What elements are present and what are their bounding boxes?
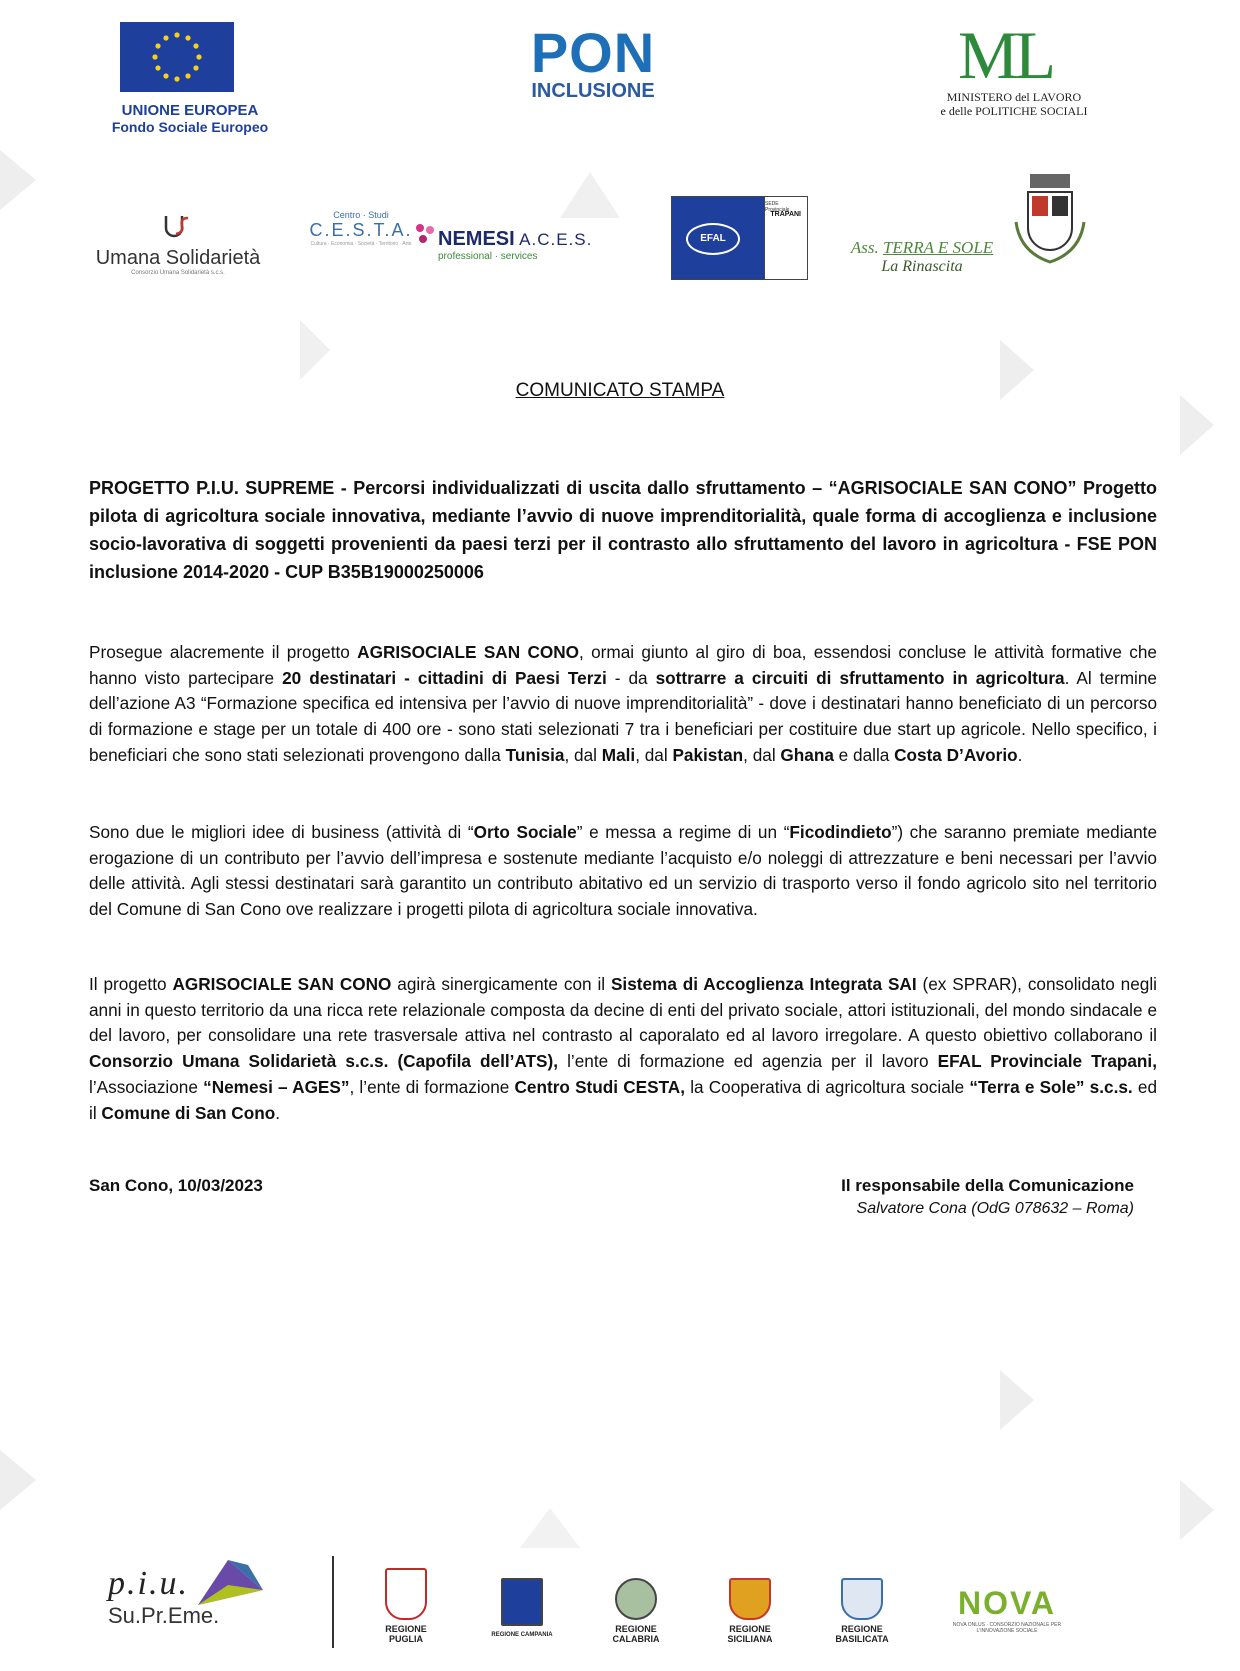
text-run: ed il (89, 1076, 1157, 1123)
region-campania-logo (482, 1578, 562, 1640)
region-siciliana-line2: SICILIANA (727, 1634, 773, 1644)
bold-text-run: Ficodindieto (789, 822, 892, 842)
decor-triangle (520, 1508, 580, 1548)
region-calabria-logo (596, 1578, 676, 1644)
decor-triangle (1000, 340, 1034, 400)
text-run: (ex SPRAR), consolidato negli anni in questo territorio da una ricca rete relazionale composta da decine di enti del privato sociale, attori istituzionali, del mondo sindacale e del lavoro, per consolidare una rete trasversale attiva nel contrasto al caporalato ed al lavoro irregolare. A questo obiettivo collaborano il (89, 974, 1157, 1046)
text-run: , l’ente di formazione (349, 1076, 515, 1097)
text-run: . (1017, 744, 1023, 765)
bold-text-run: Sistema di Accoglienza Integrata SAI (610, 974, 917, 994)
pon-inclusione-logo (518, 21, 668, 102)
bold-text-run: Tunisia (505, 744, 565, 765)
nova-name: NOVA (957, 1585, 1057, 1621)
text-run: Il progetto (89, 974, 173, 994)
efal-side-line1: SEDE Provinciale (765, 201, 790, 213)
decor-triangle (560, 172, 620, 218)
text-run: , dal (635, 744, 673, 765)
text-run: ” e messa a regime di un “ (576, 822, 790, 842)
pon-logo-subtext: INCLUSIONE (531, 80, 655, 102)
cesta-logo (306, 210, 416, 247)
comune-crest-logo (1010, 172, 1090, 270)
text-run: l’Associazione (89, 1076, 204, 1097)
aces-name: A.C.E.S. (519, 230, 593, 249)
ministero-name-line1: MINISTERO del LAVORO (946, 90, 1082, 104)
nemesi-subtitle: professional · services (438, 251, 538, 262)
pon-logo-text: PON (530, 21, 656, 84)
signature-block (826, 1176, 1134, 1222)
efal-name: EFAL (686, 223, 740, 255)
bold-text-run: AGRISOCIALE SAN CONO (172, 974, 392, 994)
region-calabria-line1: REGIONE (615, 1624, 657, 1634)
nova-logo (942, 1585, 1072, 1634)
bold-text-run: Costa D’Avorio (894, 744, 1018, 765)
text-run: . Al termine dell’azione A3 “Formazione specifica ed intensiva per l’avvio di nuove imprenditorialità” - dove i destinatari hanno beneficiato di un percorso di formazione e stage per un totale di 400 ore - sono stati selezionati 7 tra i beneficiari per costituire due start up agricole. Nello specifico, i beneficiari che sono stati selezionati provengono dalla (89, 667, 1157, 765)
nova-subtitle: NOVA ONLUS · CONSORZIO NAZIONALE PER L'INNOVAZIONE SOCIALE (952, 1622, 1062, 1634)
text-run: e dalla (833, 744, 895, 765)
ministero-name-line2: e delle POLITICHE SOCIALI (940, 104, 1088, 118)
text-run: la Cooperativa di agricoltura sociale (685, 1076, 970, 1097)
bold-text-run: EFAL Provinciale Trapani, (937, 1051, 1157, 1072)
cesta-subtitle: Cultura · Economia · Società · Territorio · Arte (310, 241, 412, 247)
umana-solidarieta-logo (88, 212, 268, 276)
bold-text-run: “Terra e Sole” s.c.s. (969, 1076, 1133, 1097)
region-basilicata-logo (822, 1578, 902, 1644)
umana-subtitle: Consorzio Umana Solidarietà s.c.s. (131, 270, 225, 276)
decor-triangle (1000, 1370, 1034, 1430)
terra-e-sole-logo (836, 238, 1008, 276)
decor-triangle (0, 150, 36, 210)
text-run: Sono due le migliori idee di business (attività di “ (89, 822, 474, 842)
text-run: ”) che saranno premiate mediante erogazione di un contributo per l’avvio dell’impresa e sostenute mediante l’acquisto e/o noleggi di attrezzature e beni necessari per l’avvio delle attività. Agli stessi destinatari sarà garantito un contributo abitativo ed un servizio di trasporto verso il fondo agricolo sito nel territorio del Comune di San Cono ove realizzare i progetti pilota di agricoltura sociale innovativa. (89, 822, 1157, 920)
bold-text-run: AGRISOCIALE SAN CONO (357, 642, 580, 662)
bold-text-run: Orto Sociale (473, 822, 577, 842)
bold-text-run: Centro Studi CESTA, (514, 1076, 685, 1097)
efal-side-line2: TRAPANI (770, 211, 801, 218)
eu-fund: Fondo Sociale Europeo (111, 119, 269, 135)
signature-name: Salvatore Cona (OdG 078632 – Roma) (856, 1200, 1134, 1217)
umana-symbol-icon (158, 212, 198, 242)
cesta-name: C.E.S.T.A. (309, 220, 413, 240)
efal-logo (671, 196, 808, 280)
place-date: San Cono, 10/03/2023 (89, 1176, 263, 1195)
text-run: , dal (743, 744, 781, 765)
eu-flag-logo (120, 22, 234, 92)
bold-text-run: “Nemesi – AGES” (203, 1076, 350, 1097)
piu-supreme-logo (108, 1565, 258, 1629)
calabria-emblem-icon (615, 1578, 657, 1620)
cesta-top-text: Centro · Studi (333, 210, 389, 220)
puglia-shield-icon (385, 1568, 427, 1620)
page-title: COMUNICATO STAMPA (515, 380, 725, 401)
bold-text-run: Pakistan (672, 744, 744, 765)
bold-text-run: Ghana (780, 744, 834, 765)
footer-divider (332, 1556, 334, 1648)
body-paragraph-2 (89, 820, 1157, 923)
region-basilicata-line2: BASILICATA (835, 1634, 889, 1644)
text-run: , ormai giunto al giro di boa, essendosi concluse le attività formative che hanno visto partecipare (89, 642, 1157, 688)
ministero-monogram: ML (958, 17, 1052, 93)
region-puglia-logo (366, 1568, 446, 1644)
decor-triangle (1180, 395, 1214, 455)
terra-name: TERRA E SOLE (882, 238, 994, 257)
piu-logo-subtext: Su.Pr.Eme. (108, 1603, 220, 1628)
region-puglia-line1: REGIONE (385, 1624, 427, 1634)
bold-text-run: 20 destinatari - cittadini di Paesi Terzi (282, 667, 607, 688)
region-puglia-line2: PUGLIA (388, 1634, 423, 1644)
text-run: , dal (564, 744, 602, 765)
eu-name: UNIONE EUROPEA (121, 102, 259, 119)
nemesi-aces-logo (438, 228, 648, 262)
text-run: l’ente di formazione ed agenzia per il lavoro (558, 1051, 938, 1072)
decor-triangle (0, 1450, 36, 1510)
decor-triangle (1180, 1480, 1214, 1540)
region-siciliana-line1: REGIONE (729, 1624, 771, 1634)
piu-triangle-icon (188, 1555, 268, 1615)
text-run: - da (606, 667, 656, 688)
project-heading: PROGETTO P.I.U. SUPREME - Percorsi individualizzati di uscita dallo sfruttamento – “AGRISOCIALE SAN CONO” Progetto pilota di agricoltura sociale innovativa, mediante l’avvio di nuove imprenditorialità, quale forma di accoglienza e inclusione socio-lavorativa di soggetti provenienti da paesi terzi per il contrasto allo sfruttamento del lavoro in agricoltura - FSE PON inclusione 2014-2020 - CUP B35B19000250006 (89, 478, 1157, 582)
ministero-lavoro-logo (900, 17, 1110, 118)
eu-logo-text (100, 102, 280, 136)
nemesi-dots-icon (414, 222, 438, 246)
region-campania-line1: REGIONE CAMPANIA (491, 1632, 553, 1638)
region-siciliana-logo (710, 1578, 790, 1644)
terra-ass: Ass. (850, 238, 879, 257)
bold-text-run: Consorzio Umana Solidarietà s.c.s. (Capofila dell’ATS), (89, 1051, 559, 1072)
bold-text-run: Mali (601, 744, 636, 765)
bold-text-run: sottrarre a circuiti di sfruttamento in agricoltura (655, 667, 1065, 688)
campania-emblem-icon (501, 1578, 543, 1626)
body-paragraph-3 (89, 972, 1157, 1126)
text-run: agirà sinergicamente con il (391, 974, 611, 994)
text-run: Prosegue alacremente il progetto (89, 642, 358, 662)
bold-text-run: Comune di San Cono (101, 1102, 276, 1123)
signature-role: Il responsabile della Comunicazione (841, 1176, 1134, 1195)
region-basilicata-line1: REGIONE (841, 1624, 883, 1634)
decor-triangle (300, 320, 330, 380)
text-run: . (275, 1102, 280, 1123)
terra-subtitle: La Rinascita (881, 258, 963, 275)
umana-name: Umana Solidarietà (95, 247, 261, 269)
sicilia-emblem-icon (729, 1578, 771, 1620)
region-calabria-line2: CALABRIA (612, 1634, 660, 1644)
piu-logo-text: p.i.u. (108, 1565, 189, 1602)
nemesi-name: NEMESI (438, 228, 515, 250)
efal-side-panel (764, 197, 807, 279)
body-paragraph-1 (89, 640, 1157, 769)
basilicata-shield-icon (841, 1578, 883, 1620)
